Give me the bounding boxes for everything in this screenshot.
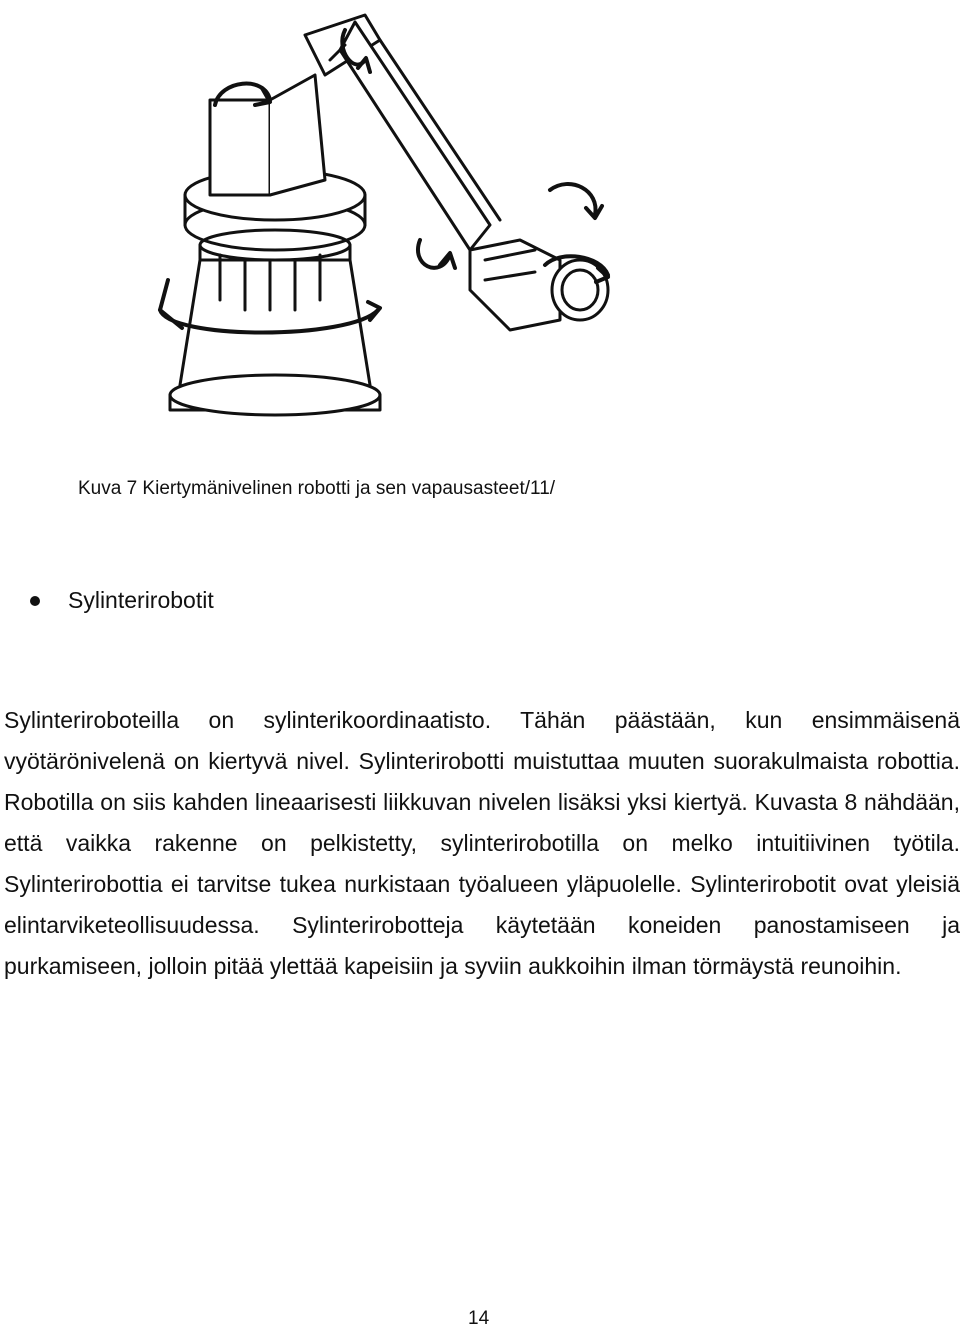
- cylindrical-robot-illustration: [140, 10, 620, 440]
- page-number: 14: [468, 1308, 490, 1329]
- bullet-list-item: [30, 587, 214, 614]
- body-paragraph: Sylinteriroboteilla on sylinterikoordinaatisto. Tähän päästään, kun ensimmäisenä vyötärönivelenä on kiertyvä nivel. Sylinterirobotti muistuttaa muuten suorakulmaista robottia. Robotilla on siis kahden lineaarisesti liikkuvan nivelen lisäksi yksi kiertyä. Kuvasta 8 nähdään, että vaikka rakenne on pelkistetty, sylinterirobotilla on melko intuitiivinen työtila. Sylinterirobottia ei tarvitse tukea nurkistaan työalueen yläpuolelle. Sylinterirobotit ovat yleisiä elintarviketeollisuudessa. Sylinterirobotteja käytetään koneiden panostamiseen ja purkamiseen, jolloin pitää ylettää kapeisiin ja syviin aukkoihin ilman törmäystä reunoihin.: [4, 707, 960, 979]
- robot-figure: [140, 10, 620, 440]
- bullet-icon: [30, 596, 40, 606]
- bullet-text: Sylinterirobotit: [68, 587, 214, 613]
- figure-caption: Kuva 7 Kiertymänivelinen robotti ja sen vapausasteet/11/: [78, 478, 556, 499]
